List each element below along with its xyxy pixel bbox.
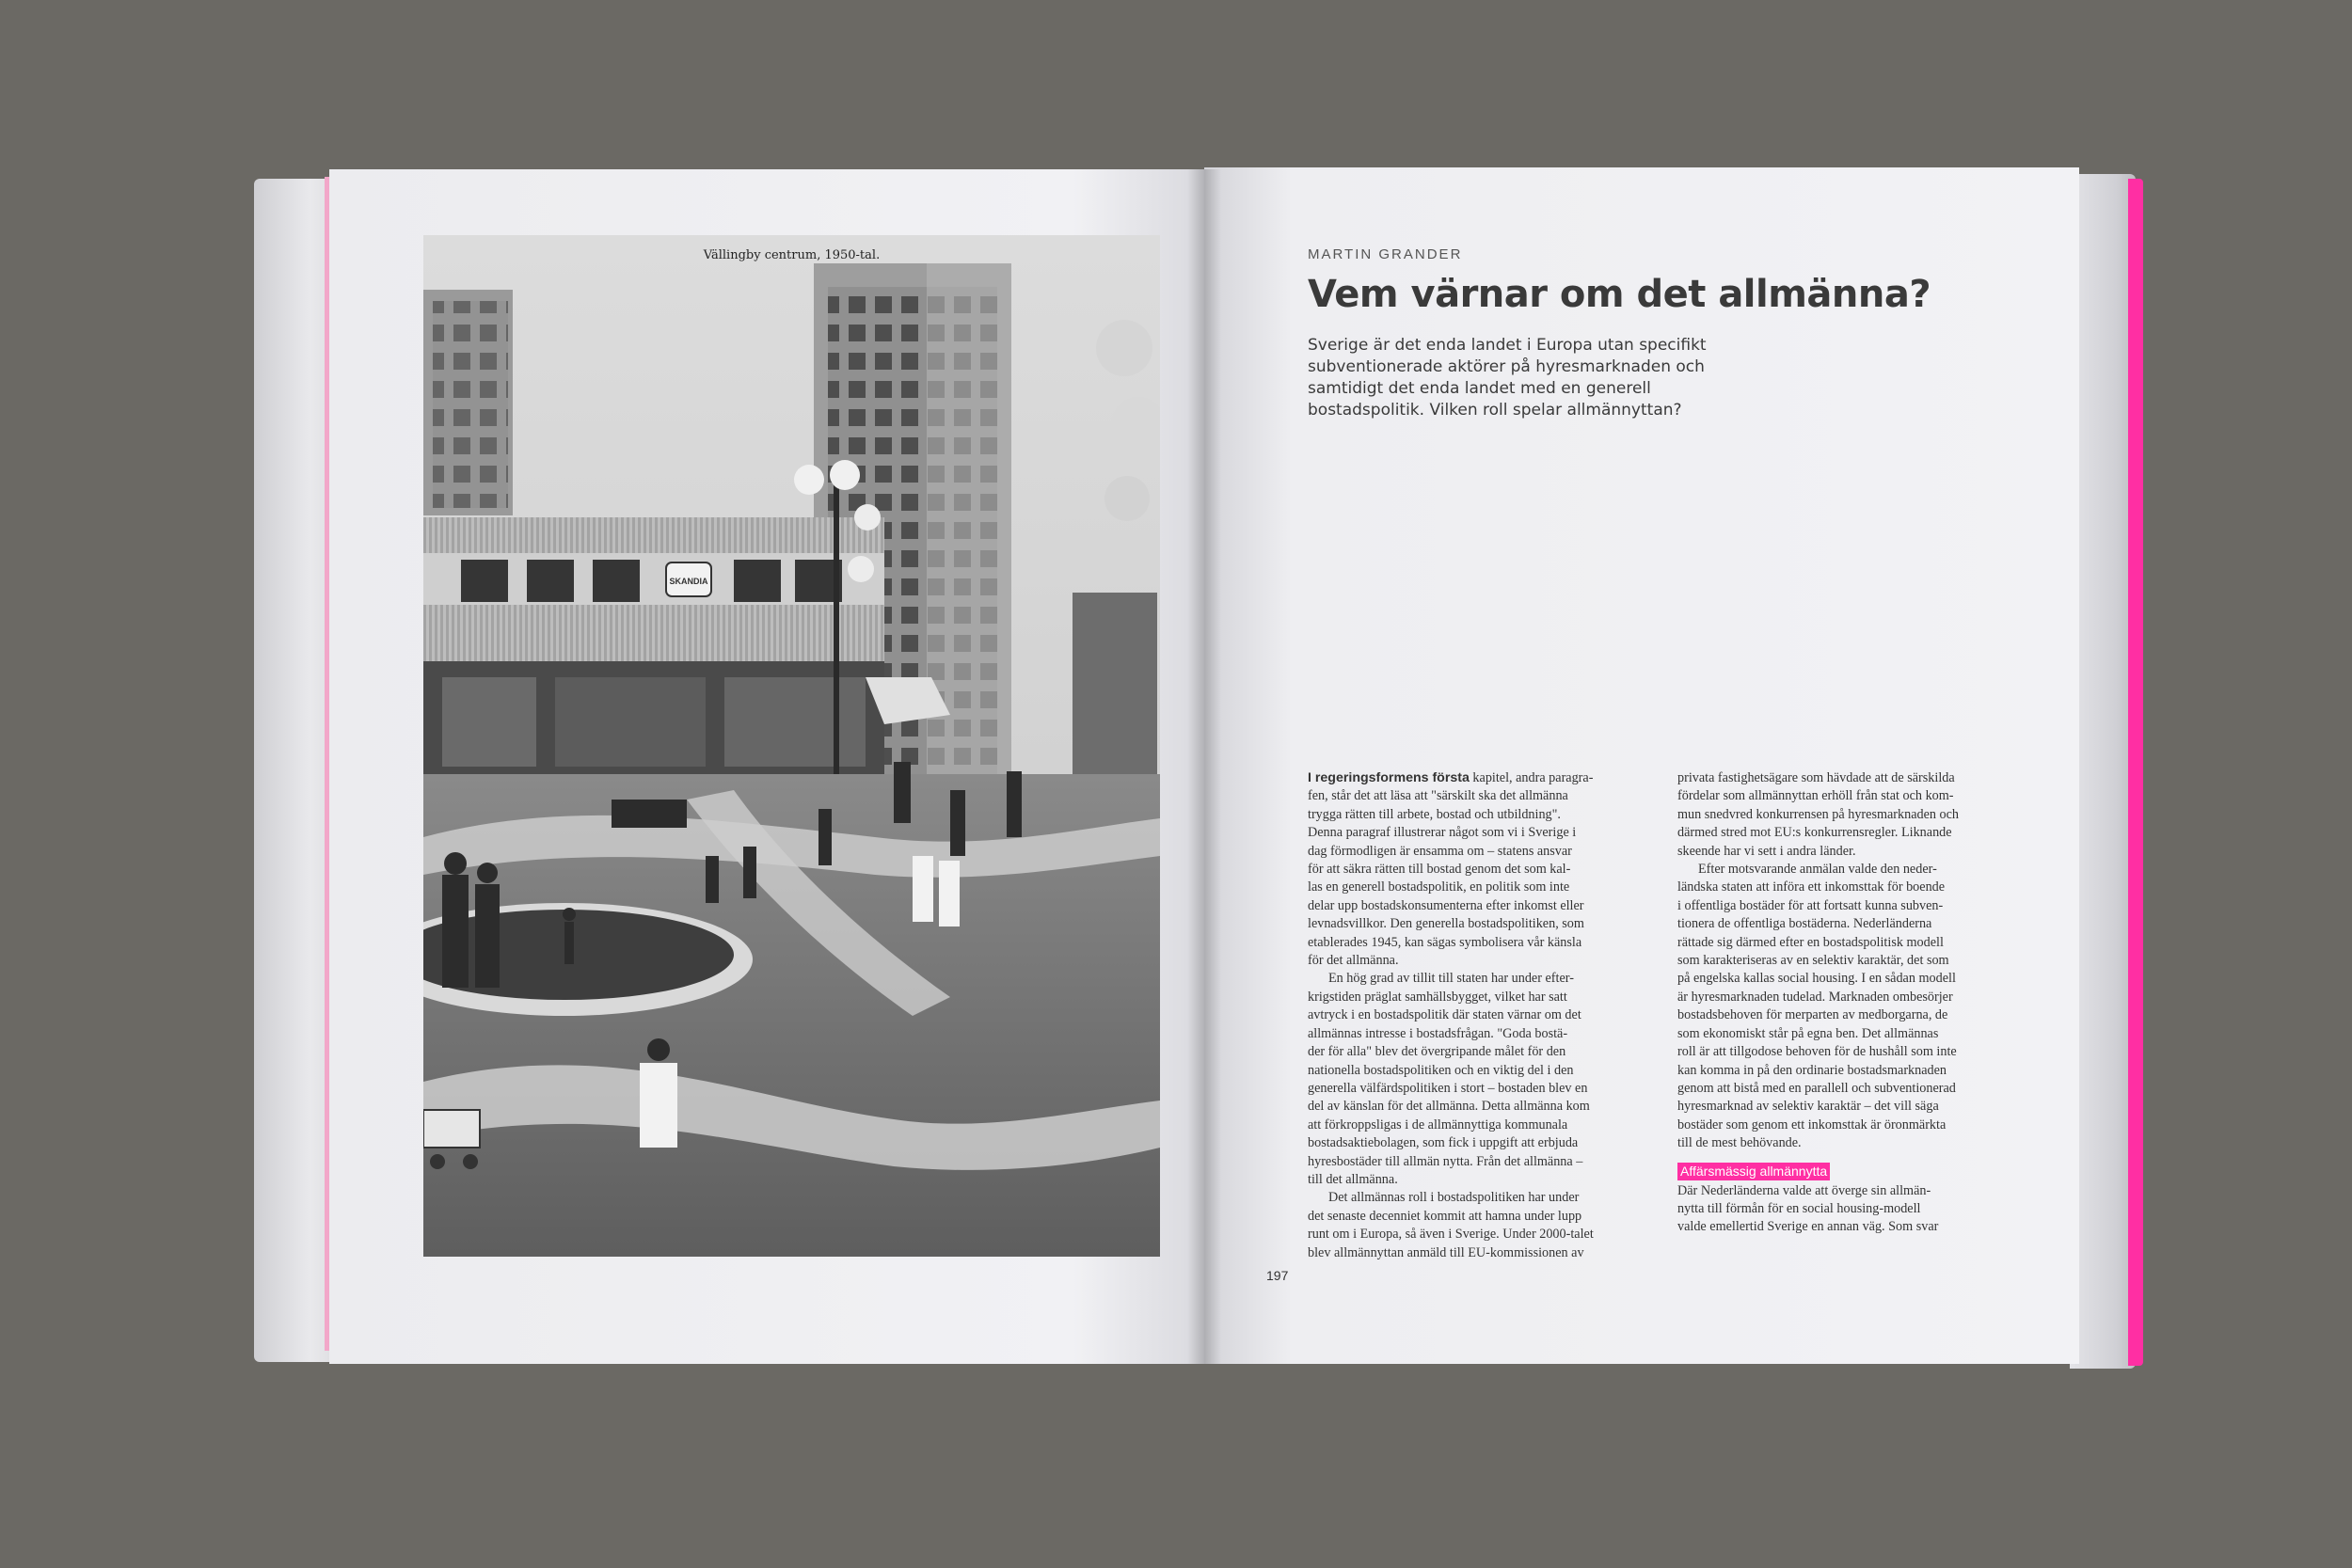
body-line: allmännas intresse i bostadsfrågan. "Goda bostä- xyxy=(1308,1025,1568,1041)
body-line: etablerades 1945, kan sägas symbolisera vår känsla xyxy=(1308,934,1582,950)
photo-illustration xyxy=(423,235,1160,1257)
section-subheading: Affärsmässig allmännytta xyxy=(1677,1163,1830,1180)
body-line: las en generell bostadspolitik, en politik som inte xyxy=(1308,879,1570,895)
body-line: på engelska kallas social housing. I en sådan modell xyxy=(1677,971,1956,987)
body-line: levnadsvillkor. Den generella bostadspolitiken, som xyxy=(1308,916,1584,932)
body-line: nationella bostadspolitiken och en viktig del i den xyxy=(1308,1062,1574,1078)
body-first-line xyxy=(1308,769,1661,787)
body-line: bostäder som genom ett inkomsttak är öronmärkta xyxy=(1677,1117,1947,1132)
body-line: Denna paragraf illustrerar något som vi i Sverige i xyxy=(1308,825,1577,841)
article-title: Vem värnar om det allmänna? xyxy=(1308,273,1931,316)
body-column-left xyxy=(1308,769,1661,1262)
body-line: fördelar som allmännyttan erhöll från stat och kom- xyxy=(1677,788,1954,804)
body-line: roll är att tillgodose behoven för de hushåll som inte xyxy=(1677,1044,1957,1060)
body-line: att förkroppsligas i de allmännyttiga kommunala xyxy=(1308,1117,1568,1132)
body-line: hyresmarknad av selektiv karaktär – det vill säga xyxy=(1677,1099,1939,1115)
body-line: tionera de offentliga bostäderna. Nederländerna xyxy=(1677,916,1932,932)
vallingby-photo xyxy=(423,235,1160,1257)
lede-line: samtidigt det enda landet med en generell xyxy=(1308,379,1651,398)
photo-caption: Vällingby centrum, 1950-tal. xyxy=(703,248,881,262)
body-line: der för alla" blev det övergripande målet för den xyxy=(1308,1044,1566,1060)
right-page-stack xyxy=(2070,174,2136,1369)
body-line: i offentliga bostäder för att fortsatt kunna subven- xyxy=(1677,897,1944,913)
body-line: bostadsbehoven för merparten av medborgarna, de xyxy=(1677,1007,1948,1023)
lede-line: Sverige är det enda landet i Europa utan specifikt xyxy=(1308,336,1707,355)
lead-in: I regeringsformens första xyxy=(1308,770,1470,785)
body-line: Det allmännas roll i bostadspolitiken har under xyxy=(1328,1190,1580,1206)
body-line: rättade sig därmed efter en bostadspolitisk modell xyxy=(1677,934,1944,950)
body-line: genom att bistå med en parallell och subventionerad xyxy=(1677,1080,1956,1096)
body-line: del av känslan för det allmänna. Detta allmänna kom xyxy=(1308,1099,1590,1115)
body-line: ländska staten att införa ett inkomsttak för boende xyxy=(1677,879,1946,895)
lede-line: subventionerade aktörer på hyresmarknaden och xyxy=(1308,357,1705,376)
page-number: 197 xyxy=(1266,1268,1289,1283)
body-line: dag förmodligen är ensamma om – statens ansvar xyxy=(1308,843,1572,859)
body-line: privata fastighetsägare som hävdade att de särskilda xyxy=(1677,770,1955,785)
body-line: det senaste decenniet kommit att hamna under lupp xyxy=(1308,1208,1582,1224)
body-line: trygga rätten till arbete, bostad och utbildning". xyxy=(1308,806,1561,822)
body-line: Där Nederländerna valde att överge sin allmän- xyxy=(1677,1182,1931,1198)
body-line: till de mest behövande. xyxy=(1677,1135,1802,1151)
body-line: som karakteriseras av en selektiv karaktär, det som xyxy=(1677,953,1949,969)
article-author: MARTIN GRANDER xyxy=(1308,246,1463,262)
body-line: nytta till förmån för en social housing-modell xyxy=(1677,1200,1921,1216)
body-line: runt om i Europa, så även i Sverige. Under 2000-talet xyxy=(1308,1227,1594,1243)
body-line: Efter motsvarande anmälan valde den neder- xyxy=(1698,862,1937,878)
body-line: bostadsaktiebolagen, som fick i uppgift att erbjuda xyxy=(1308,1135,1579,1151)
body-line: för att säkra rätten till bostad genom det som kal- xyxy=(1308,862,1571,878)
article-lede xyxy=(1308,335,1707,421)
body-line: blev allmännyttan anmäld till EU-kommissionen av xyxy=(1308,1244,1584,1260)
body-column-right xyxy=(1677,769,2031,1237)
right-page-edge-pink xyxy=(2128,179,2143,1366)
first-line-rest: kapitel, andra paragra- xyxy=(1469,770,1594,785)
lede-line: bostadspolitik. Vilken roll spelar allmännyttan? xyxy=(1308,401,1682,420)
body-line: som ekonomiskt står på egna ben. Det allmännas xyxy=(1677,1025,1939,1041)
body-line: valde emellertid Sverige en annan väg. Som svar xyxy=(1677,1219,1939,1235)
body-line: fen, står det att läsa att "särskilt ska det allmänna xyxy=(1308,788,1568,804)
body-line: delar upp bostadskonsumenterna efter inkomst eller xyxy=(1308,897,1584,913)
body-line: därmed stred mot EU:s konkurrensregler. Liknande xyxy=(1677,825,1952,841)
body-line: krigstiden präglat samhällsbygget, vilket har satt xyxy=(1308,989,1567,1005)
body-line: till det allmänna. xyxy=(1308,1171,1398,1187)
body-line: hyresbostäder till allmän nytta. Från det allmänna – xyxy=(1308,1153,1583,1169)
book-gutter xyxy=(1187,169,1221,1364)
body-line: skeende har vi sett i andra länder. xyxy=(1677,843,1856,859)
body-line: kan komma in på den ordinarie bostadsmarknaden xyxy=(1677,1062,1947,1078)
body-line: mun snedvred konkurrensen på hyresmarknaden och xyxy=(1677,806,1960,822)
body-line: för det allmänna. xyxy=(1308,953,1399,969)
body-line: En hög grad av tillit till staten har under efter- xyxy=(1328,971,1574,987)
body-line: generella välfärdspolitiken i stort – bostaden blev en xyxy=(1308,1080,1588,1096)
body-line: är hyresmarknaden tudelad. Marknaden ombesörjer xyxy=(1677,989,1953,1005)
body-line: avtryck i en bostadspolitik där staten värnar om det xyxy=(1308,1007,1581,1023)
photo-sign-text: SKANDIA xyxy=(669,577,708,586)
